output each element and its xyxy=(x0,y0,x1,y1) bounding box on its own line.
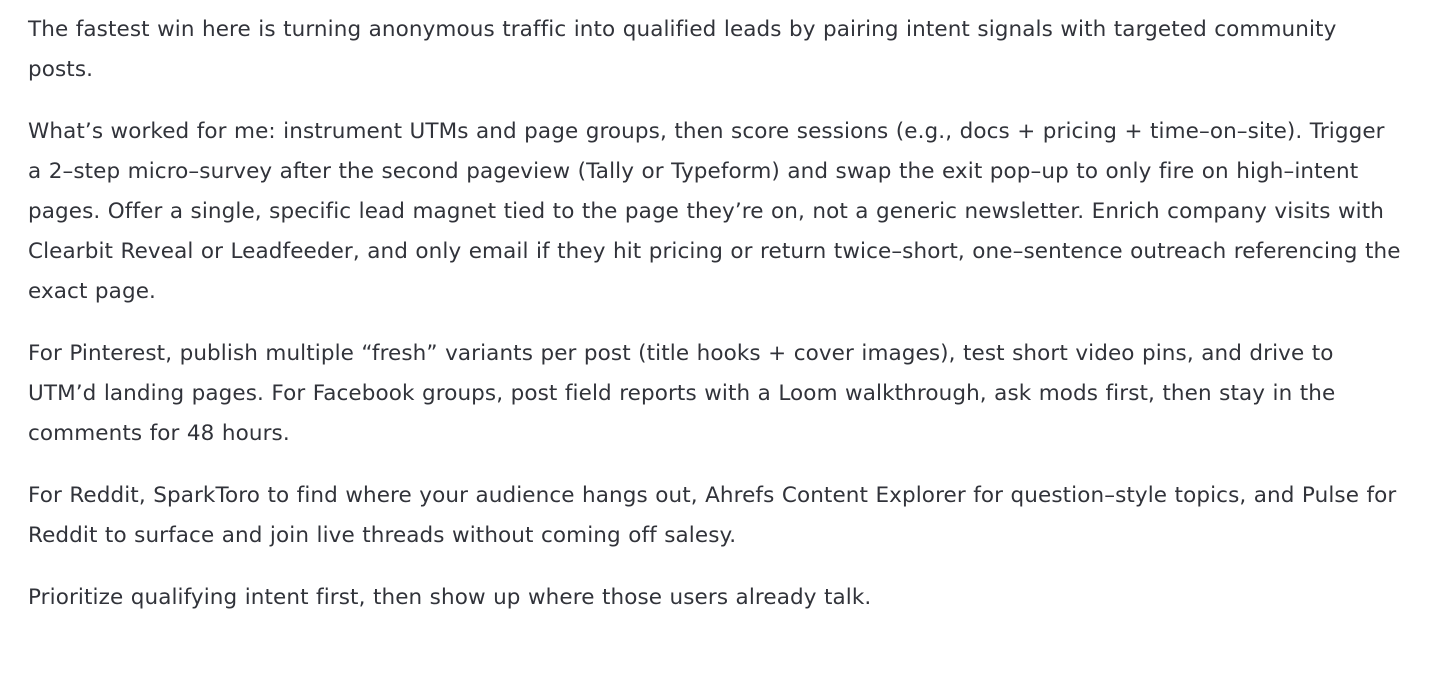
paragraph-intent-scoring: What’s worked for me: instrument UTMs and page groups, then score sessions (e.g., docs + pricing + time–on–site). Trigger a 2–step micro–survey after the second pageview (Tally or Typeform) and swap the exit pop–up to only fire on high–intent pages. Offer a single, specific lead magnet tied to the page they’re on, not a generic newsletter. Enrich company visits with Clearbit Reveal or Leadfeeder, and only email if they hit pricing or return twice–short, one–sentence outreach referencing the exact page. xyxy=(28,119,1401,304)
paragraph-conclusion: Prioritize qualifying intent first, then show up where those users already talk. xyxy=(28,585,872,610)
paragraph-reddit-tools: For Reddit, SparkToro to find where your audience hangs out, Ahrefs Content Explorer for question–style topics, and Pulse for Reddit to surface and join live threads without coming off salesy. xyxy=(28,483,1397,548)
paragraph-pinterest-facebook: For Pinterest, publish multiple “fresh” variants per post (title hooks + cover images), test short video pins, and drive to UTM’d landing pages. For Facebook groups, post field reports with a Loom walkthrough, ask mods first, then stay in the comments for 48 hours. xyxy=(28,341,1336,446)
paragraph-intro: The fastest win here is turning anonymous traffic into qualified leads by pairing intent signals with targeted community posts. xyxy=(28,17,1337,82)
